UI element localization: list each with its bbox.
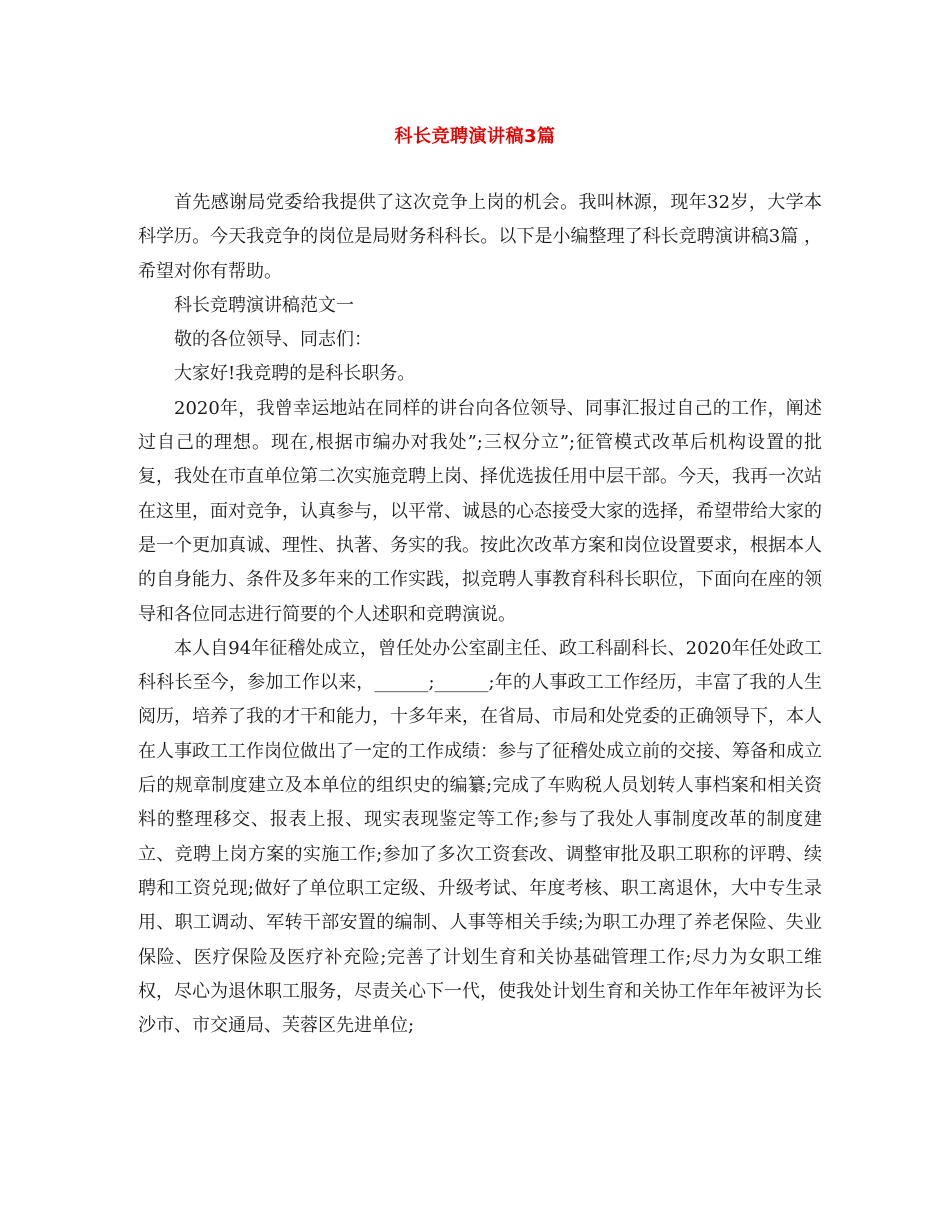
paragraph-greeting: 大家好!我竞聘的是科长职务。 — [174, 363, 416, 385]
document-title: 科长竞聘演讲稿3篇 — [394, 126, 556, 147]
paragraph-intro: 首先感谢局党委给我提供了这次竞争上岗的机会。我叫林源，现年32岁，大学本科学历。今天我竞争的岗位是局财务科科长。以下是小编整理了科长竞聘演讲稿3篇 ，希望对你有帮助。 — [138, 192, 822, 282]
paragraph-section-heading: 科长竞聘演讲稿范文一 — [174, 294, 354, 316]
paragraph-experience: 本人自94年征稽处成立，曾任处办公室副主任、政工科副科长、2020年任处政工科科长至今，参加工作以来，______;______;年的人事政工工作经历，丰富了我的人生阅历，培养了我的才干和能力，十多年来，在省局、市局和处党委的正确领导下，本人在人事政工工作岗位做出了一定的工作成绩：参与了征稽处成立前的交接、筹备和成立后的规章制度建立及本单位的组织史的编纂;完成了车购税人员划转人事档案和相关资料的整理移交、报表上报、现实表现鉴定等工作;参与了我处人事制度改革的制度建立、竞聘上岗方案的实施工作;参加了多次工资套改、调整审批及职工职称的评聘、续聘和工资兑现;做好了单位职工定级、升级考试、年度考核、职工离退休，大中专生录用、职工调动、军转干部安置的编制、人事等相关手续;为职工办理了养老保险、失业保险、医疗保险及医疗补充险;完善了计划生育和关协基础管理工作;尽力为女职工维权，尽心为退休职工服务，尽责关心下一代，使我处计划生育和关协工作年年被评为长沙市、市交通局、芙蓉区先进单位; — [138, 637, 822, 1037]
document-body — [138, 186, 822, 1043]
paragraph-salutation: 敬的各位领导、同志们： — [174, 329, 372, 351]
paragraph-background: 2020年，我曾幸运地站在同样的讲台向各位领导、同事汇报过自己的工作，阐述过自己的理想。现在,根据市编办对我处”;三权分立”;征管模式改革后机构设置的批复，我处在市直单位第二次实施竞聘上岗、择优选拔任用中层干部。今天，我再一次站在这里，面对竞争，认真参与，以平常、诚恳的心态接受大家的选择，希望带给大家的是一个更加真诚、理性、执著、务实的我。按此次改革方案和岗位设置要求，根据本人的自身能力、条件及多年来的工作实践，拟竞聘人事教育科科长职位，下面向在座的领导和各位同志进行简要的个人述职和竞聘演说。 — [138, 397, 822, 625]
